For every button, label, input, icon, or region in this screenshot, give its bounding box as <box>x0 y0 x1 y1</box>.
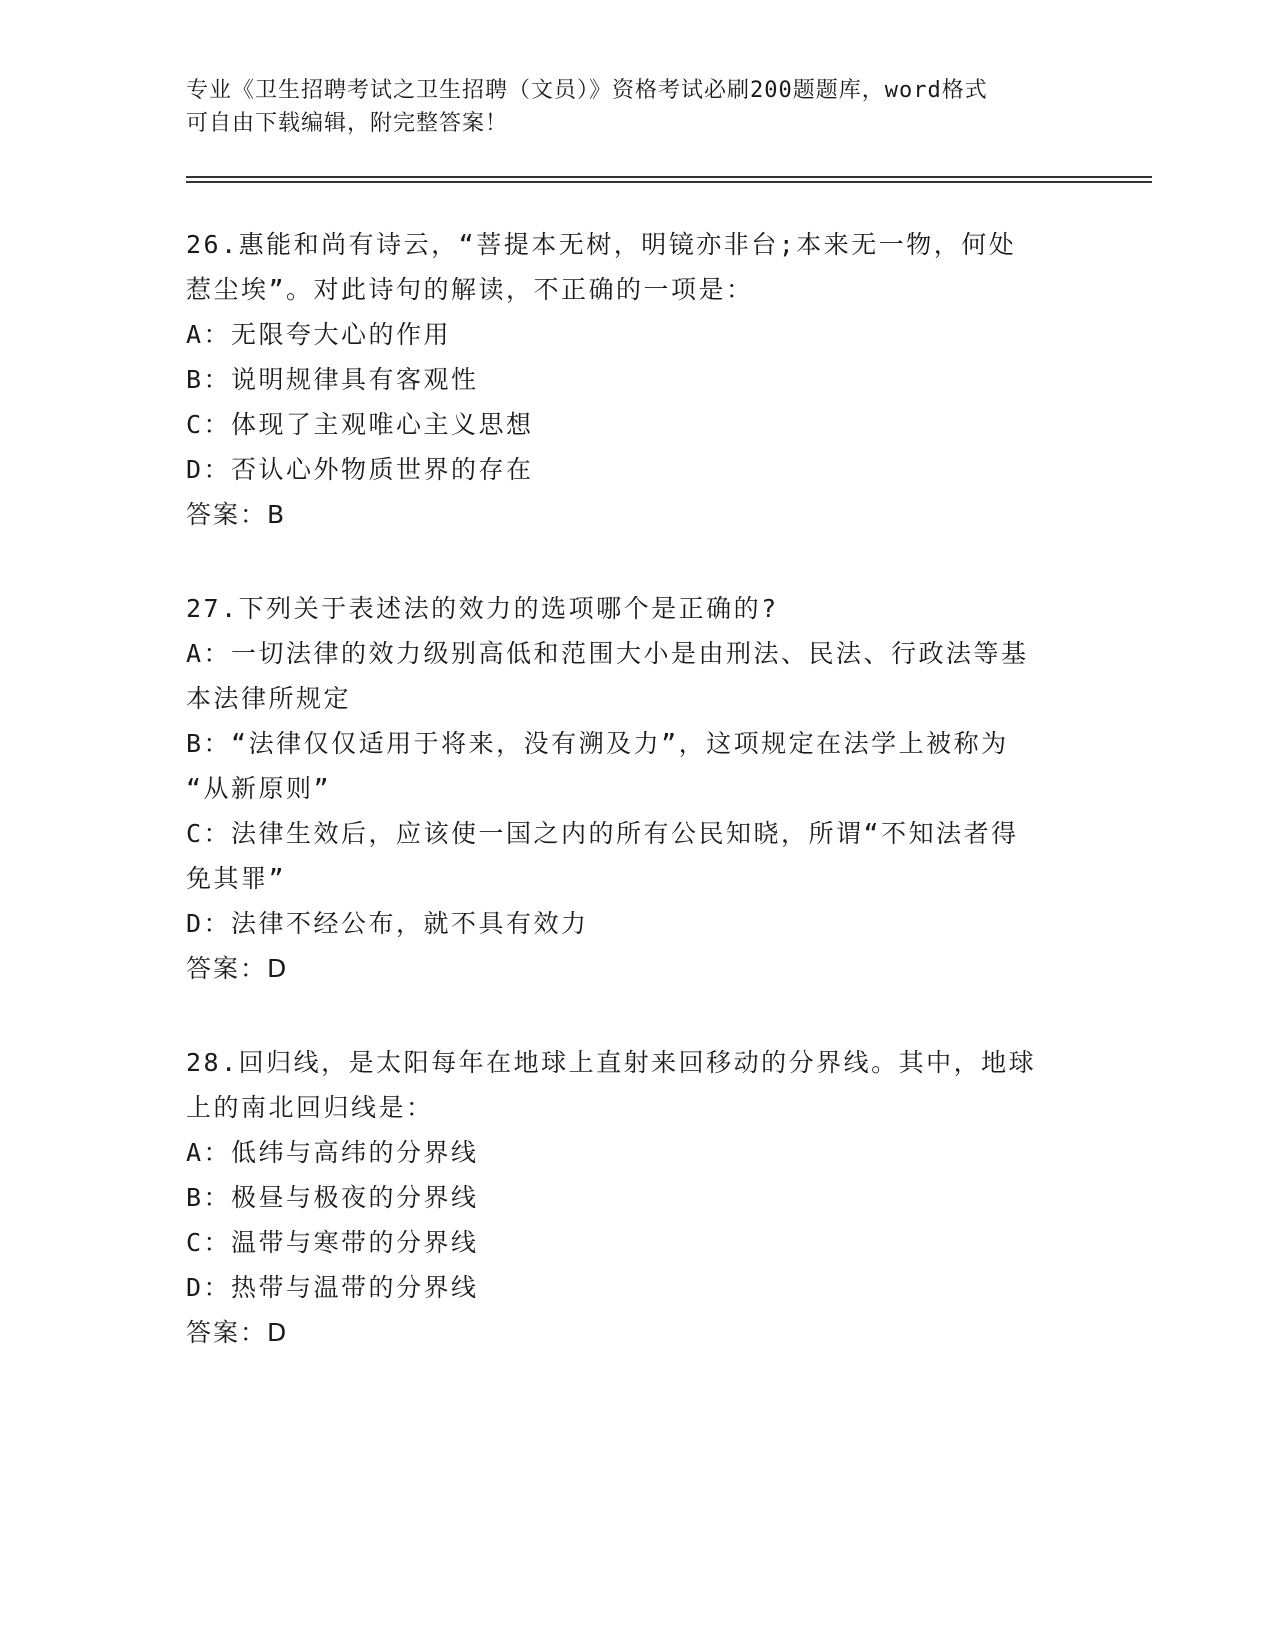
option-b: B：极昼与极夜的分界线 <box>186 1183 479 1212</box>
question-stem-line: 28.回归线，是太阳每年在地球上直射来回移动的分界线。其中，地球 <box>186 1048 1037 1077</box>
question-stem-line: 26.惠能和尚有诗云，“菩提本无树，明镜亦非台;本来无一物，何处 <box>186 230 1017 259</box>
option-d: D：否认心外物质世界的存在 <box>186 455 534 484</box>
question-27 <box>186 586 1086 991</box>
option-d: D：法律不经公布，就不具有效力 <box>186 909 589 938</box>
option-b: B：说明规律具有客观性 <box>186 365 479 394</box>
option-a: A：无限夸大心的作用 <box>186 320 452 349</box>
document-header <box>186 74 1066 140</box>
option-c-continued: 免其罪” <box>186 864 287 893</box>
answer-line: 答案：D <box>186 954 289 983</box>
answer-line: 答案：D <box>186 1318 289 1347</box>
question-stem-line: 上的南北回归线是： <box>186 1093 434 1122</box>
header-line-1: 专业《卫生招聘考试之卫生招聘（文员）》资格考试必刷200题题库，word格式 <box>186 78 988 103</box>
option-b: B：“法律仅仅适用于将来，没有溯及力”，这项规定在法学上被称为 <box>186 729 1009 758</box>
option-b-continued: “从新原则” <box>186 774 332 803</box>
header-divider <box>186 176 1152 183</box>
option-c: C：法律生效后，应该使一国之内的所有公民知晓，所谓“不知法者得 <box>186 819 1019 848</box>
option-d: D：热带与温带的分界线 <box>186 1273 479 1302</box>
question-26 <box>186 222 1086 537</box>
header-line-2: 可自由下载编辑，附完整答案！ <box>186 111 509 136</box>
option-a: A：一切法律的效力级别高低和范围大小是由刑法、民法、行政法等基 <box>186 639 1029 668</box>
option-a: A：低纬与高纬的分界线 <box>186 1138 479 1167</box>
question-28 <box>186 1040 1086 1355</box>
option-a-continued: 本法律所规定 <box>186 684 352 713</box>
question-stem-line: 27.下列关于表述法的效力的选项哪个是正确的? <box>186 594 779 623</box>
answer-line: 答案：B <box>186 500 287 529</box>
option-c: C：体现了主观唯心主义思想 <box>186 410 534 439</box>
question-stem-line: 惹尘埃”。对此诗句的解读，不正确的一项是： <box>186 275 754 304</box>
option-c: C：温带与寒带的分界线 <box>186 1228 479 1257</box>
